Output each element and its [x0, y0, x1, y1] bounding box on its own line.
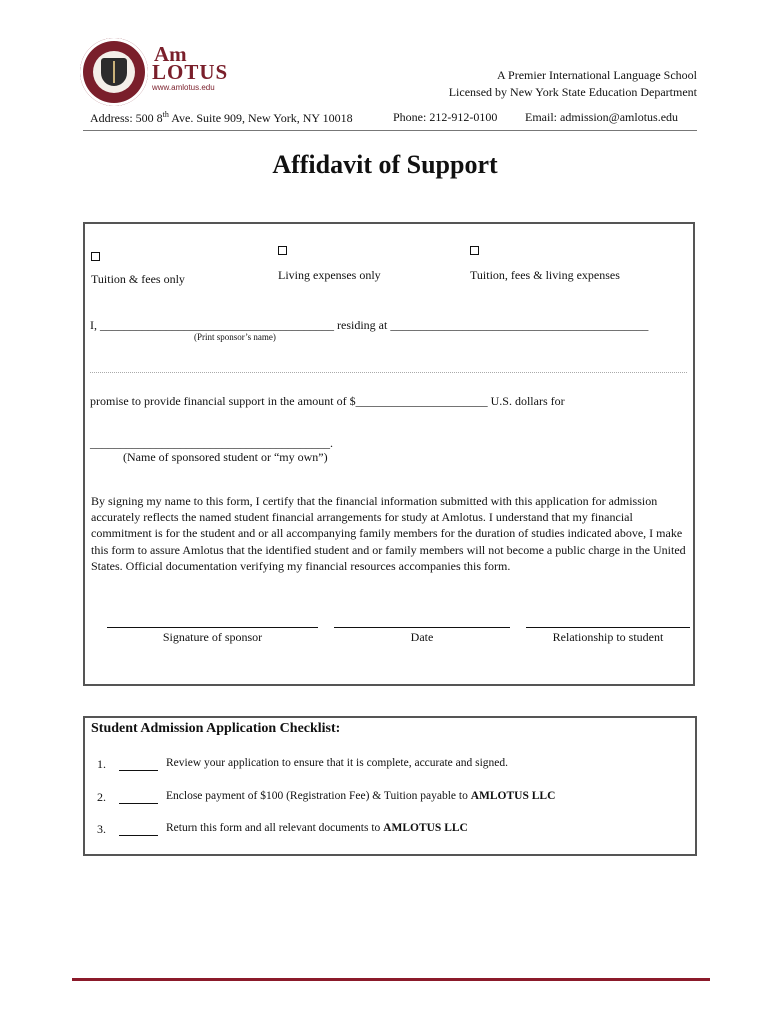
checklist-item-2-text: Enclose payment of $100 (Registration Fee) & Tuition payable to [166, 790, 471, 802]
logo-url: www.amlotus.edu [152, 83, 215, 92]
email-text: Email: admission@amlotus.edu [525, 110, 679, 124]
checklist-blank-1[interactable] [119, 770, 158, 771]
checklist-num-1: 1. [97, 757, 106, 771]
logo-am-text: Am [154, 42, 187, 66]
option-tuition-label: Tuition & fees only [91, 272, 185, 286]
signature-label: Signature of sponsor [162, 630, 263, 644]
checklist-item-3-company: AMLOTUS LLC [383, 822, 468, 834]
checklist-item-2 [166, 790, 555, 802]
address-text: Address: 500 8th Ave. Suite 909, New York, NY 10018 [90, 110, 353, 125]
sponsor-line[interactable]: I, _______________________________________ residing at ___________________________________________ [90, 318, 649, 332]
sponsor-hint: (Print sponsor’s name) [194, 332, 276, 342]
checklist-item-3-text: Return this form and all relevant documents to [166, 822, 384, 834]
option-all-checkbox[interactable] [470, 246, 479, 255]
checklist-item-1-text: Review your application to ensure that it is complete, accurate and signed. [166, 757, 509, 769]
certification-paragraph: By signing my name to this form, I certify that the financial information submitted with this application for admission accurately reflects the named student financial arrangements for study at Amlotus. I understand that my financial commitment is for the student and or all accompanying family members for the duration of studies indicated above, I make this form to assure Amlotus that the identified student and or family members will not become a public charge in the United States. Official documentation verifying my financial resources accompanies this form. [91, 494, 686, 573]
checklist-box [83, 716, 697, 856]
student-hint: (Name of sponsored student or “my own”) [123, 450, 328, 464]
checklist-item-1 [166, 757, 508, 769]
checklist-item-2-company: AMLOTUS LLC [470, 790, 556, 802]
logo-lotus-text: LOTUS [152, 60, 229, 84]
option-all-label: Tuition, fees & living expenses [470, 268, 620, 282]
header-divider [83, 130, 697, 131]
signature-line[interactable] [107, 627, 318, 628]
tagline-line2: Licensed by New York State Education Department [448, 85, 697, 99]
date-label: Date [410, 630, 434, 644]
phone-text: Phone: 212-912-0100 [393, 110, 498, 124]
checklist-item-3 [166, 822, 468, 834]
student-name-line[interactable]: ________________________________________. [90, 436, 333, 450]
date-line[interactable] [334, 627, 510, 628]
checklist-blank-3[interactable] [119, 835, 158, 836]
footer-bar [72, 978, 710, 981]
checklist-blank-2[interactable] [119, 803, 158, 804]
shield-icon [101, 58, 127, 86]
checklist-num-3: 3. [97, 822, 106, 836]
tagline-line1: A Premier International Language School [497, 68, 697, 82]
relationship-line[interactable] [526, 627, 690, 628]
option-tuition-checkbox[interactable] [91, 252, 100, 261]
option-living-label: Living expenses only [278, 268, 381, 282]
checklist-num-2: 2. [97, 790, 106, 804]
promise-line[interactable]: promise to provide financial support in the amount of $______________________ U.S. dollars for [90, 394, 565, 408]
checklist-title: Student Admission Application Checklist: [91, 721, 341, 736]
option-living-checkbox[interactable] [278, 246, 287, 255]
school-seal-logo [80, 38, 148, 106]
page-title: Affidavit of Support [272, 150, 498, 179]
relationship-label: Relationship to student [552, 630, 664, 644]
address-continuation-line[interactable] [90, 372, 687, 373]
seal-inner [93, 51, 135, 93]
